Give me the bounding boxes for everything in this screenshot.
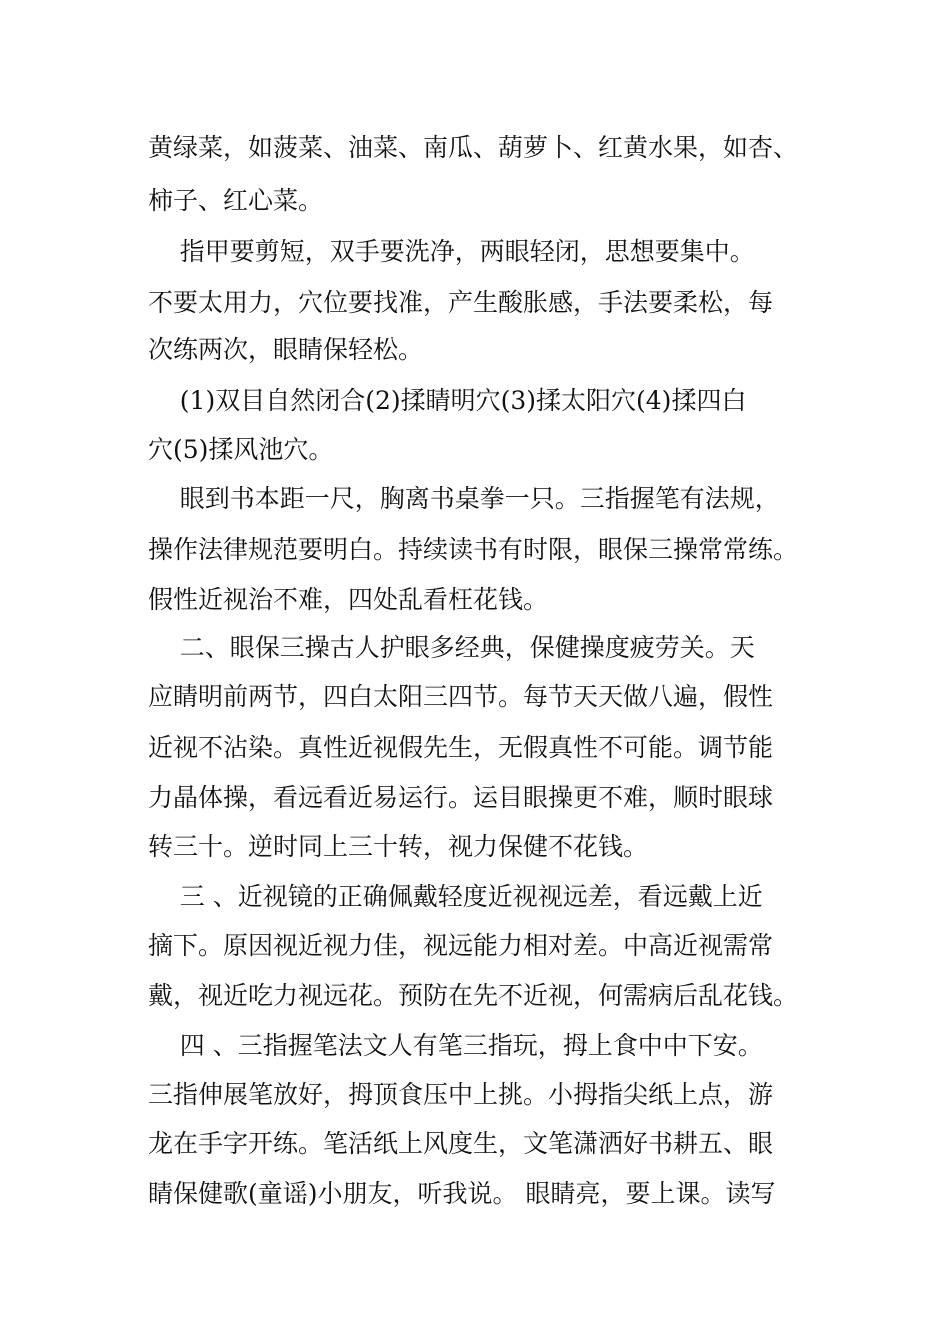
text-line: 黄绿菜，如菠菜、油菜、南瓜、葫萝卜、红黄水果，如杏、 bbox=[148, 133, 799, 162]
text-line: 睛保健歌(童谣)小朋友，听我说。 眼睛亮，要上课。读写 bbox=[148, 1179, 776, 1208]
text-line: 不要太用力，穴位要找准，产生酸胀感，手法要柔松，每 bbox=[148, 288, 774, 317]
text-line: (1)双目自然闭合(2)揉睛明穴(3)揉太阳穴(4)揉四白 bbox=[148, 386, 747, 415]
text-line: 二、眼保三操古人护眼多经典，保健操度疲劳关。天 bbox=[148, 633, 755, 662]
text-line: 四 、三指握笔法文人有笔三指玩，拇上食中中下安。 bbox=[148, 1031, 763, 1060]
text-line: 三 、近视镜的正确佩戴轻度近视视远差，看远戴上近 bbox=[148, 882, 763, 911]
text-line: 摘下。原因视近视力佳，视远能力相对差。中高近视需常 bbox=[148, 931, 774, 960]
text-line: 柿子、红心菜。 bbox=[148, 186, 324, 215]
text-line: 转三十。逆时同上三十转，视力保健不花钱。 bbox=[148, 832, 649, 861]
text-line: 次练两次，眼睛保轻松。 bbox=[148, 335, 424, 364]
text-line: 假性近视治不难，四处乱看枉花钱。 bbox=[148, 585, 549, 614]
text-line: 三指伸展笔放好，拇顶食压中上挑。小拇指尖纸上点，游 bbox=[148, 1080, 774, 1109]
text-line: 应睛明前两节，四白太阳三四节。每节天天做八遍，假性 bbox=[148, 682, 774, 711]
text-line: 眼到书本距一尺，胸离书桌拳一只。三指握笔有法规， bbox=[148, 484, 780, 513]
text-line: 指甲要剪短，双手要洗净，两眼轻闭，思想要集中。 bbox=[148, 237, 755, 266]
text-line: 穴(5)揉风池穴。 bbox=[148, 435, 334, 464]
text-line: 操作法律规范要明白。持续读书有时限，眼保三操常常练。 bbox=[148, 535, 799, 564]
text-line: 力晶体操，看远看近易运行。运目眼操更不难，顺时眼球 bbox=[148, 783, 774, 812]
text-line: 戴，视近吃力视远花。预防在先不近视，何需病后乱花钱。 bbox=[148, 981, 799, 1010]
text-line: 近视不沾染。真性近视假先生，无假真性不可能。调节能 bbox=[148, 733, 774, 762]
text-line: 龙在手字开练。笔活纸上风度生，文笔潇洒好书耕五、眼 bbox=[148, 1129, 774, 1158]
